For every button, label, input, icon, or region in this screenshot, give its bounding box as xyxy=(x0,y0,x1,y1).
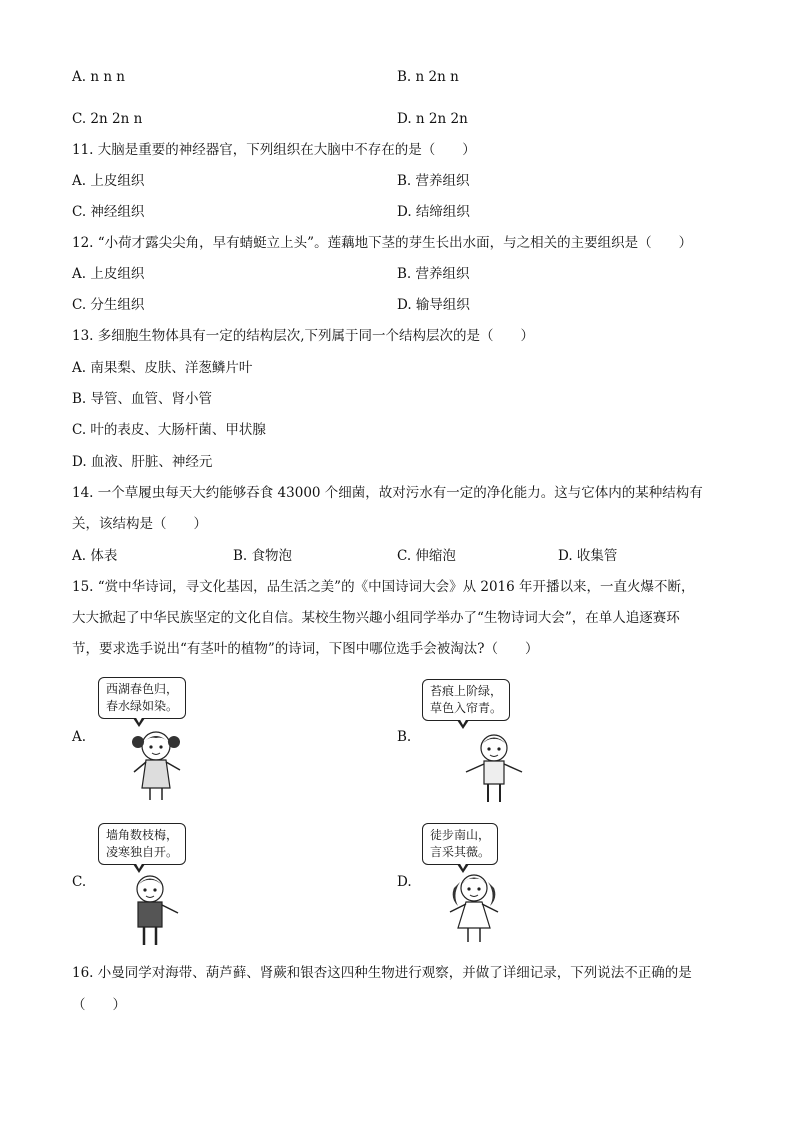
q11-option-d: D. 结缔组织 xyxy=(397,204,470,220)
q13-option-a: A. 南果梨、皮肤、洋葱鳞片叶 xyxy=(72,360,253,376)
q15-figure-a-label: A. xyxy=(72,729,87,745)
q12-stem: 12. “小荷才露尖尖角，早有蜻蜓立上头”。莲藕地下茎的芽生长出水面，与之相关的主要组织是（ ） xyxy=(72,235,693,251)
q11-stem: 11. 大脑是重要的神经器官，下列组织在大脑中不存在的是（ ） xyxy=(72,142,476,158)
q11-option-c: C. 神经组织 xyxy=(72,204,145,220)
q12-option-b: B. 营养组织 xyxy=(397,266,470,282)
q15-figure-c-label: C. xyxy=(72,874,87,890)
q14-option-b: B. 食物泡 xyxy=(233,548,293,564)
q15-stem-line1: 15. “赏中华诗词，寻文化基因，品生活之美”的《中国诗词大会》从 2016 年开播以来，一直火爆不断， xyxy=(72,579,695,595)
q15-bubble-d-line1: 徒步南山， xyxy=(430,828,491,842)
q15-bubble-d-line2: 言采其薇。 xyxy=(430,845,491,859)
q15-figure-d-label: D. xyxy=(397,874,412,890)
girl-cartoon-icon xyxy=(118,726,198,802)
q15-stem-line3: 节，要求选手说出“有茎叶的植物”的诗词，下图中哪位选手会被淘汰?（ ） xyxy=(72,641,539,657)
q12-option-d: D. 输导组织 xyxy=(397,297,470,313)
q15-bubble-a-line1: 西湖春色归， xyxy=(106,682,179,696)
q11-option-b: B. 营养组织 xyxy=(397,173,470,189)
q15-speech-bubble-a xyxy=(98,677,186,719)
q15-stem-line2: 大大掀起了中华民族坚定的文化自信。某校生物兴趣小组同学举办了“生物诗词大会”，在单人追逐赛环 xyxy=(72,610,680,626)
q13-option-b: B. 导管、血管、肾小管 xyxy=(72,391,213,407)
q15-bubble-c-line2: 凌寒独自开。 xyxy=(106,845,179,859)
q13-option-c: C. 叶的表皮、大肠杆菌、甲状腺 xyxy=(72,422,266,438)
q10-option-b: B. n 2n n xyxy=(397,69,459,85)
girl-cartoon-icon xyxy=(436,868,516,944)
boy-cartoon-icon xyxy=(116,871,196,947)
q15-bubble-a-line2: 春水绿如染。 xyxy=(106,699,179,713)
q15-bubble-c-line1: 墙角数枝梅， xyxy=(106,828,179,842)
q16-stem-line1: 16. 小曼同学对海带、葫芦藓、肾蕨和银杏这四种生物进行观察，并做了详细记录，下列说法不正确的是 xyxy=(72,965,692,981)
q11-option-a: A. 上皮组织 xyxy=(72,173,145,189)
q14-option-d: D. 收集管 xyxy=(558,548,618,564)
q12-option-a: A. 上皮组织 xyxy=(72,266,145,282)
q10-option-d: D. n 2n 2n xyxy=(397,111,468,127)
q15-speech-bubble-b xyxy=(422,679,510,721)
q14-stem-line1: 14. 一个草履虫每天大约能够吞食 43000 个细菌，故对污水有一定的净化能力。这与它体内的某种结构有 xyxy=(72,485,703,501)
boy-cartoon-icon xyxy=(456,730,536,804)
q10-option-a: A. n n n xyxy=(72,69,125,85)
q14-stem-line2: 关，该结构是（ ） xyxy=(72,516,207,532)
q15-bubble-b-line1: 苔痕上阶绿， xyxy=(430,684,503,698)
q15-bubble-b-line2: 草色入帘青。 xyxy=(430,701,503,715)
q10-option-c: C. 2n 2n n xyxy=(72,111,143,127)
q13-option-d: D. 血液、肝脏、神经元 xyxy=(72,454,213,470)
q12-option-c: C. 分生组织 xyxy=(72,297,145,313)
q15-figure-b-label: B. xyxy=(397,729,412,745)
q15-speech-bubble-d xyxy=(422,823,498,865)
q14-option-a: A. 体表 xyxy=(72,548,118,564)
q16-stem-line2: （ ） xyxy=(72,997,126,1013)
q15-speech-bubble-c xyxy=(98,823,186,865)
q13-stem: 13. 多细胞生物体具有一定的结构层次,下列属于同一个结构层次的是（ ） xyxy=(72,328,535,344)
q14-option-c: C. 伸缩泡 xyxy=(397,548,456,564)
